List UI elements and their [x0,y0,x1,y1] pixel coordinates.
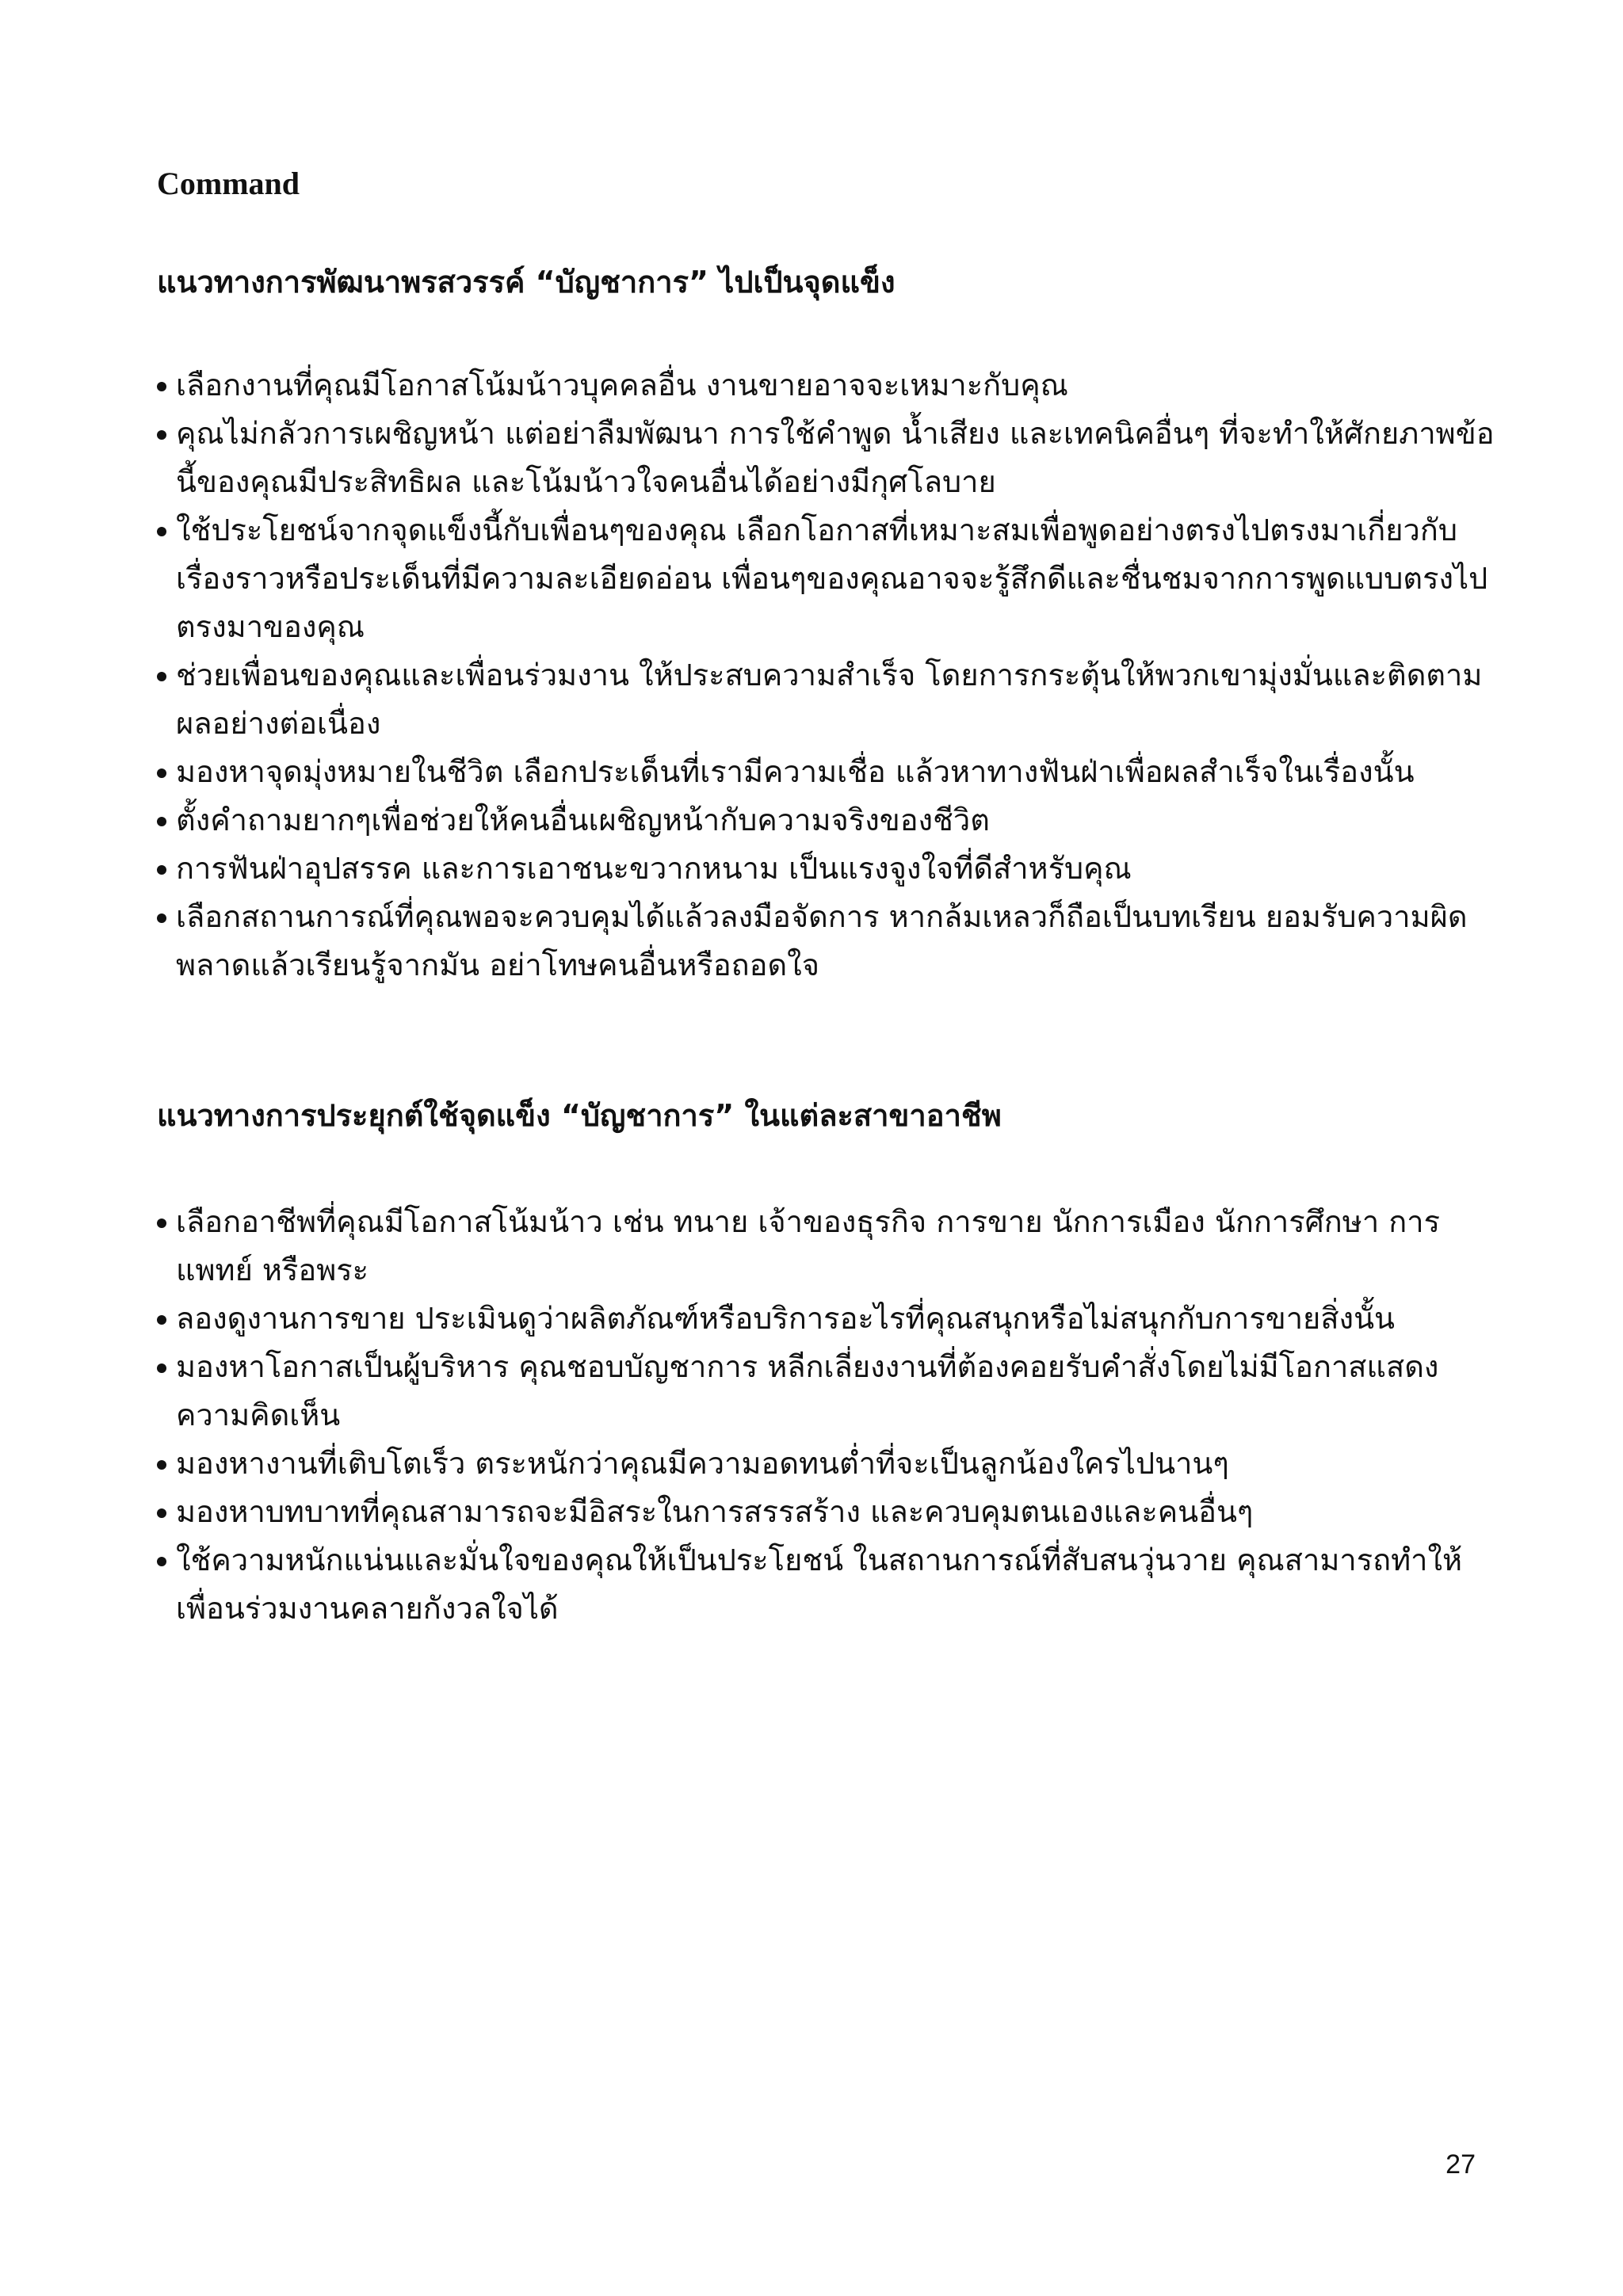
bullet-icon [157,1315,166,1325]
list-item [157,506,1504,651]
list-item-text: ตั้งคำถามยากๆเพื่อช่วยให้คนอื่นเผชิญหน้ากับความจริงของชีวิต [176,803,990,837]
section-heading-development: แนวทางการพัฒนาพรสวรรค์ “บัญชาการ” ไปเป็นจุดแข็ง [157,265,896,299]
bullet-icon [157,913,166,923]
list-item-text: มองหาโอกาสเป็นผู้บริหาร คุณชอบบัญชาการ หลีกเลี่ยงงานที่ต้องคอยรับคำสั่งโดยไม่มีโอกาสแสดงความคิดเห็น [176,1349,1439,1432]
document-title: Command [157,166,300,201]
bullet-icon [157,1557,166,1566]
list-item-text: คุณไม่กลัวการเผชิญหน้า แต่อย่าลืมพัฒนา การใช้คำพูด น้ำเสียง และเทคนิคอื่นๆ ที่จะทำให้ศักยภาพข้อนี้ของคุณมีประสิทธิผล และโน้มน้าวใจคนอื่นได้อย่างมีกุศโลบาย [176,416,1495,499]
list-item-text: ลองดูงานการขาย ประเมินดูว่าผลิตภัณฑ์หรือบริการอะไรที่คุณสนุกหรือไม่สนุกกับการขายสิ่งนั้น [176,1301,1396,1336]
list-item-text: ใช้ประโยชน์จากจุดแข็งนี้กับเพื่อนๆของคุณ เลือกโอกาสที่เหมาะสมเพื่อพูดอย่างตรงไปตรงมาเกี่ยวกับเรื่องราวหรือประเด็นที่มีความละเอียดอ่อน เพื่อนๆของคุณอาจจะรู้สึกดีและชื่นชมจากการพูดแบบตรงไปตรงมาของคุณ [176,513,1488,644]
list-item-text: มองหางานที่เติบโตเร็ว ตระหนักว่าคุณมีความอดทนต่ำที่จะเป็นลูกน้องใครไปนานๆ [176,1446,1229,1481]
list-item [157,893,1504,990]
list-item [157,410,1504,506]
list-item-text: เลือกอาชีพที่คุณมีโอกาสโน้มน้าว เช่น ทนาย เจ้าของธุรกิจ การขาย นักการเมือง นักการศึกษา การแพทย์ หรือพระ [176,1204,1440,1287]
bullet-icon [157,1363,166,1373]
list-item [157,1536,1504,1633]
bullet-icon [157,430,166,440]
list-item [157,1488,1504,1536]
list-item-text: เลือกสถานการณ์ที่คุณพอจะควบคุมได้แล้วลงมือจัดการ หากล้มเหลวก็ถือเป็นบทเรียน ยอมรับความผิดพลาดแล้วเรียนรู้จากมัน อย่าโทษคนอื่นหรือถอดใจ [176,899,1468,982]
list-item [157,361,1504,410]
list-item [157,796,1504,845]
list-item [157,1343,1504,1440]
list-item-text: มองหาจุดมุ่งหมายในชีวิต เลือกประเด็นที่เรามีความเชื่อ แล้วหาทางฟันฝ่าเพื่อผลสำเร็จในเรื่องนั้น [176,754,1415,789]
list-item-text: ช่วยเพื่อนของคุณและเพื่อนร่วมงาน ให้ประสบความสำเร็จ โดยการกระตุ้นให้พวกเขามุ่งมั่นและติดตามผลอย่างต่อเนื่อง [176,658,1483,741]
list-item [157,1295,1504,1343]
list-item [157,1198,1504,1295]
list-item-text: การฟันฝ่าอุปสรรค และการเอาชนะขวากหนาม เป็นแรงจูงใจที่ดีสำหรับคุณ [176,851,1132,886]
bullet-icon [157,817,166,826]
list-item [157,845,1504,893]
development-tips-list [157,361,1504,990]
bullet-icon [157,1508,166,1518]
list-item [157,1440,1504,1488]
list-item-text: เลือกงานที่คุณมีโอกาสโน้มน้าวบุคคลอื่น งานขายอาจจะเหมาะกับคุณ [176,368,1068,402]
page-number: 27 [1445,2149,1476,2180]
list-item [157,651,1504,748]
bullet-icon [157,1460,166,1470]
bullet-icon [157,769,166,778]
list-item-text: มองหาบทบาทที่คุณสามารถจะมีอิสระในการสรรสร้าง และควบคุมตนเองและคนอื่นๆ [176,1494,1254,1529]
bullet-icon [157,382,166,391]
list-item [157,748,1504,796]
career-tips-list [157,1198,1504,1633]
bullet-icon [157,1219,166,1228]
list-item-text: ใช้ความหนักแน่นและมั่นใจของคุณให้เป็นประโยชน์ ในสถานการณ์ที่สับสนวุ่นวาย คุณสามารถทำให้เพื่อนร่วมงานคลายกังวลใจได้ [176,1543,1463,1626]
section-heading-careers: แนวทางการประยุกต์ใช้จุดแข็ง “บัญชาการ” ในแต่ละสาขาอาชีพ [157,1098,1002,1133]
bullet-icon [157,527,166,536]
bullet-icon [157,672,166,681]
bullet-icon [157,865,166,875]
